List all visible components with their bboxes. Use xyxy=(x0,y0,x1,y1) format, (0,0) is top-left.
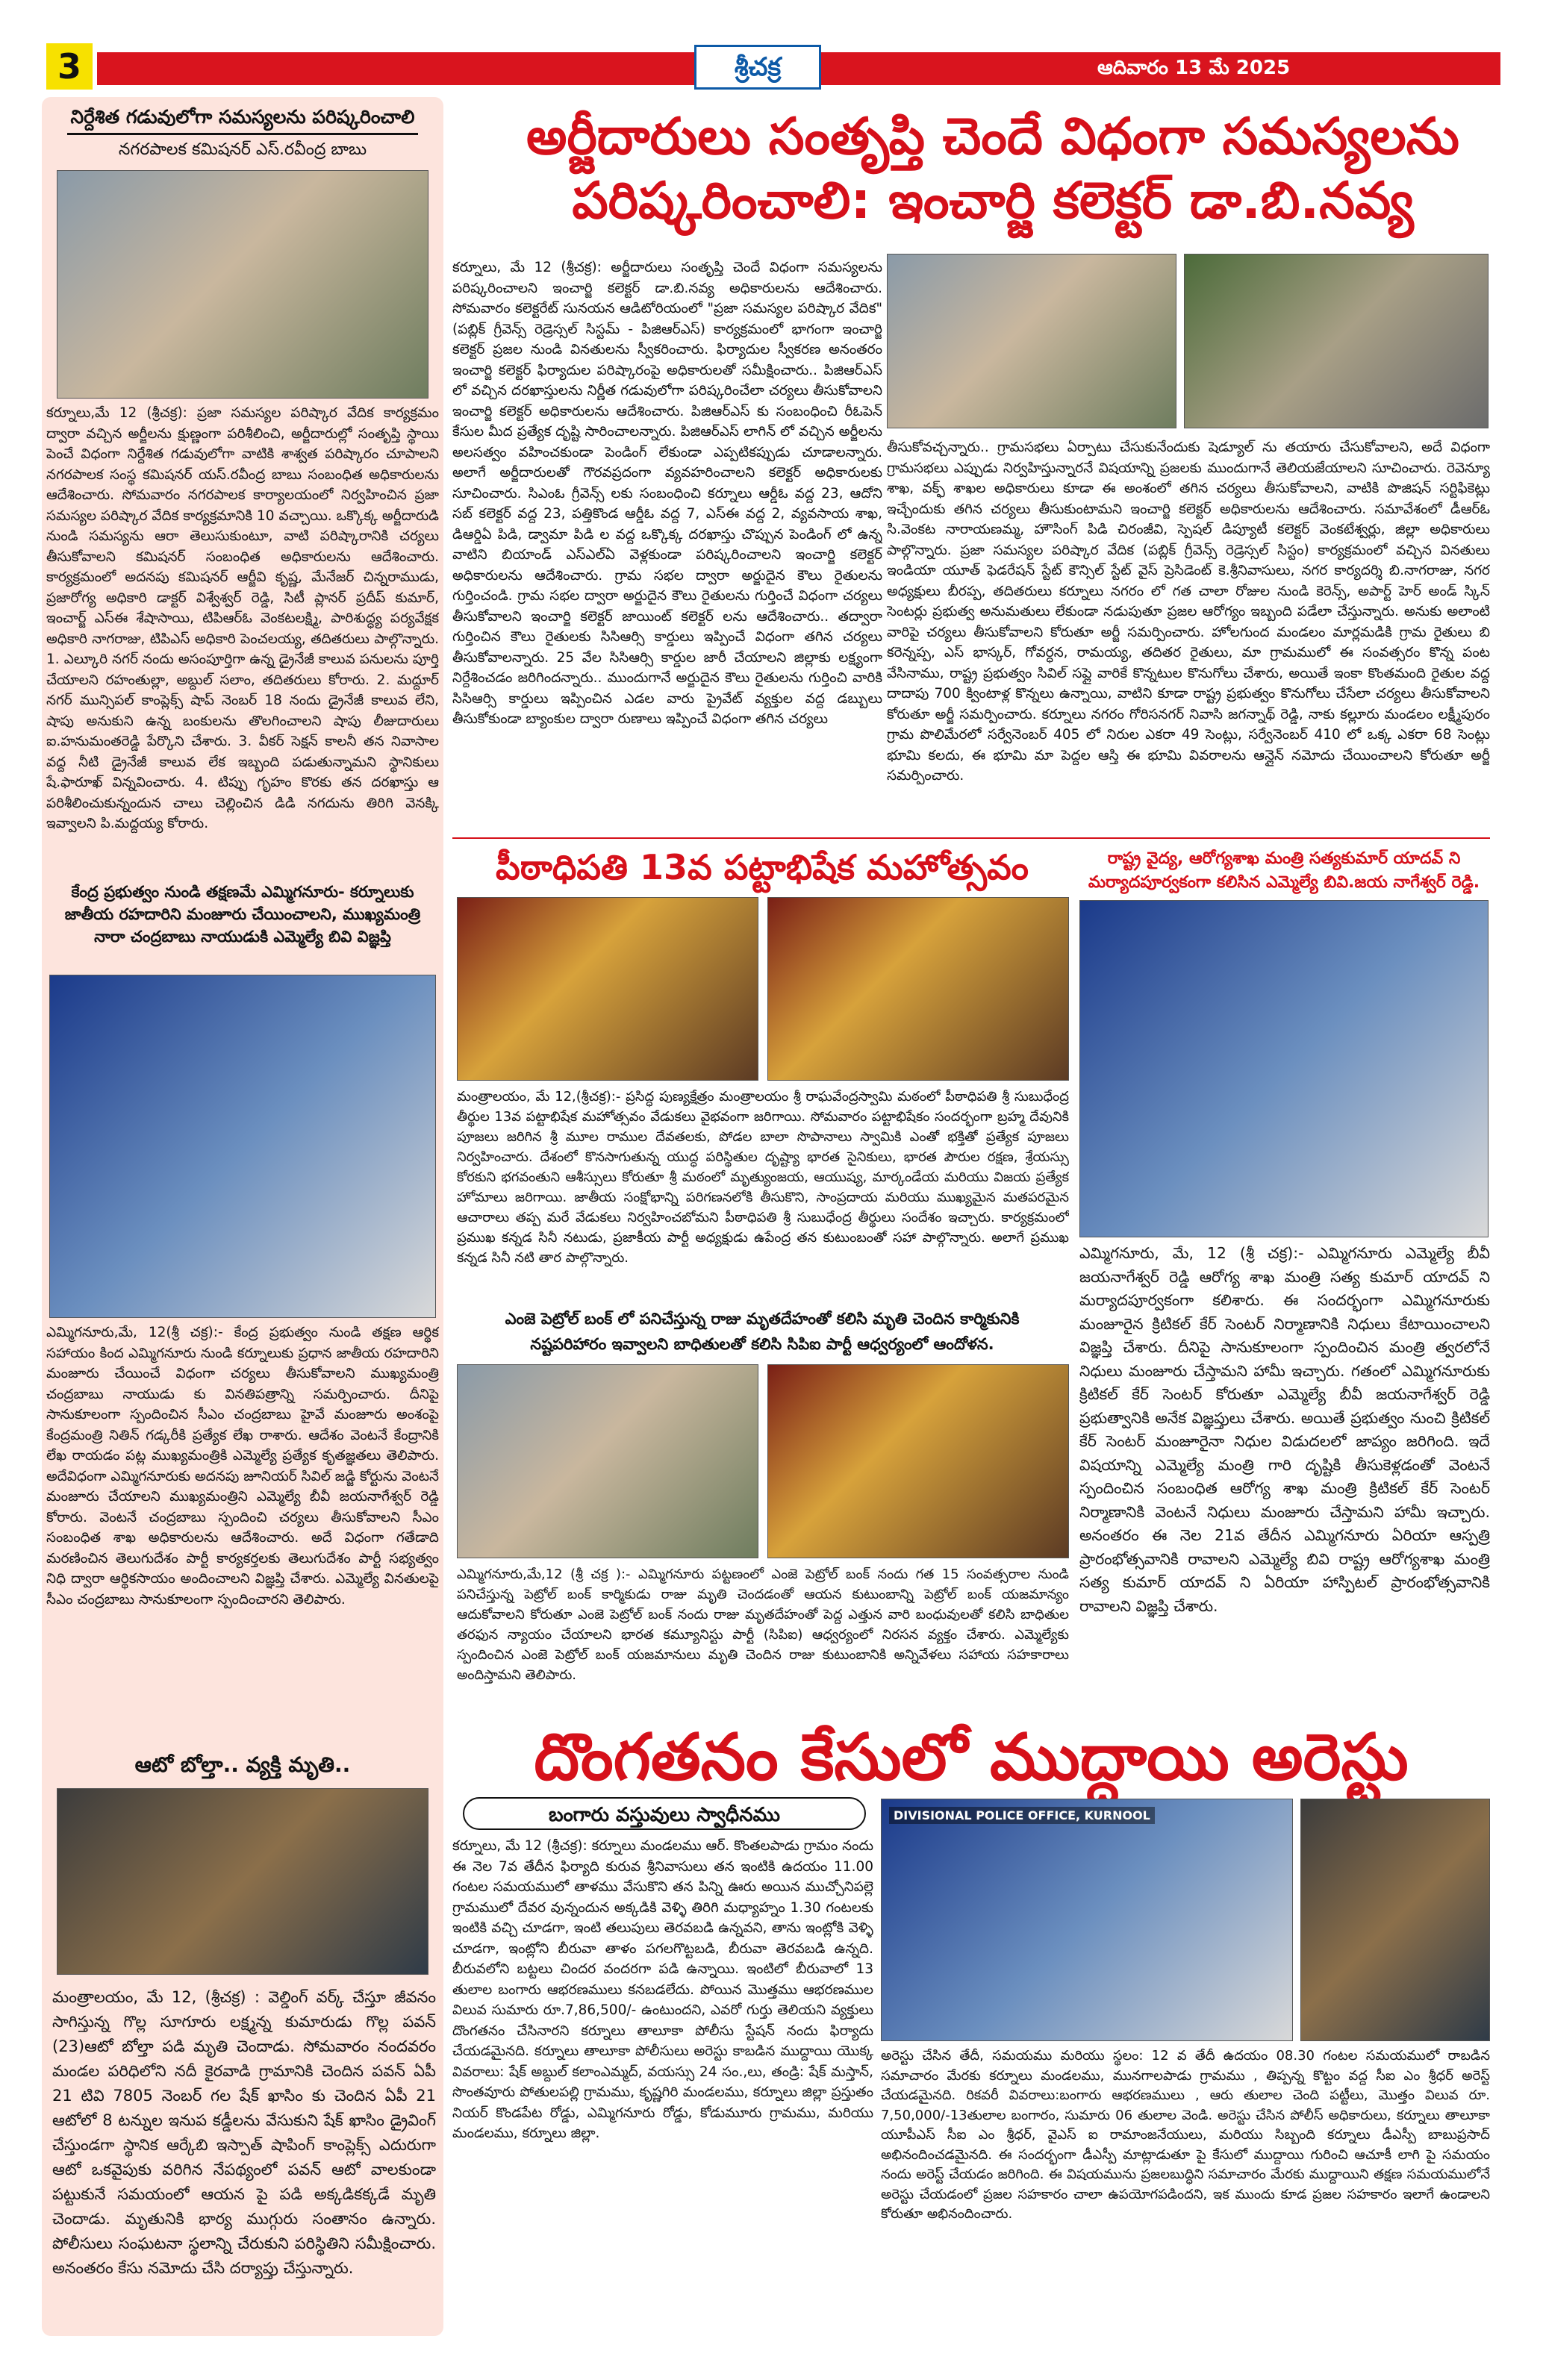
lead-body-wide: తీసుకోవచ్చన్నారు.. గ్రామసభలు ఏర్పాటు చేసుకునేందుకు షెడ్యూల్ ను తయారు చేసుకోవాలని, అదే విధంగా గ్రామసభలు ఎప్పుడు నిర్వహిస్తున్నారనే విషయాన్ని ప్రజలకు ముందుగానే తెలియజేయాలని సూచించారు. రెవెన్యూ శాఖ, వక్ఫ్ శాఖల అధికారులు కూడా ఈ అంశంలో తగిన చర్యలు తీసుకోవాలని, వాటికి పొజిషన్ సర్టిఫికెట్లు ఇచ్చేందుకు తగిన చర్యలు తీసుకుంటామని ఇంచార్జి కలెక్టర్ అధికారులను ఆదేశించారు. సమావేశంలో డీఆర్ఓ సి.వెంకట నారాయణమ్మ, హౌసింగ్ పిడి చిరంజీవి, స్పెషల్ డిప్యూటీ కలెక్టర్ వెంకటేశ్వర్లు, జిల్లా అధికారులు పాల్గొన్నారు. ప్రజా సమస్యల పరిష్కార వేదిక (పబ్లిక్ గ్రీవెన్స్ రెడ్రెస్సల్ సిస్టం) కార్యక్రమంలో వచ్చిన వినతులు ఇండియా యూత్ ఫెడరేషన్ స్టేట్ కౌన్సిల్ స్టేట్ వైస్ ప్రెసిడెంట్ కె.శ్రీనివాసులు, నగర కార్యదర్శి బి.నాగరాజు, నగర అధ్యక్షులు బీరప్ప, తదితరులు కర్నూలు నగరం లో గత చాలా రోజుల నుండి కెరెన్స్, అపార్ట్ హెర్ అండ్ స్కిన్ సెంటర్లు ప్రభుత్వ అనుమతులు లేకుండా నడుపుతూ ప్రజల ఆరోగ్యం ఇబ్బంది పడేలా చేస్తున్నారు. అనుకు అలాంటి వారిపై చర్యలు తీసుకోవాలని కోరుతూ అర్జీ సమర్పించారు. హోలగుంద మండలం మార్లమడికి గ్రామ రైతులు బి కరెన్నప్ప, ఎస్ భాస్కర్, గోవర్ధన, రామయ్య, తదితర రైతులు, మా గ్రామములో ఈ సంవత్సరం కొన్న పంట వేసినాము, రాష్ట్ర ప్రభుత్వం సివిల్ సప్లై వారికే కొన్నటుల కొనుగోలు చేశారు, అయితే ఇంకా కొంతమంది రైతుల వద్ద దాదాపు 700 క్వింటాళ్ల కొన్నలు ఉన్నాయి, వాటిని కూడా రాష్ట్ర ప్రభుత్వం కొనుగోలు చేసేలా చర్యలు తీసుకోవాలని కోరుతూ అర్జీ సమర్పించారు. కర్నూలు నగరం గోరిసనగర్ నివాసి జగన్నాథ్ రెడ్డి, నాకు కల్లూరు మండలం లక్ష్మీపురం గ్రామ పొలిమేరలో సర్వేనెంబర్ 405 లో నిరుల ఎకరా 49 సెంట్లు, సర్వేనెంబర్ 410 లో ఒక్క ఎకరా 68 సెంట్లు భూమి కలదు, ఈ భూమి మా పెద్దల ఆస్తి ఈ భూమి వివరాలను ఆన్లైన్ నమోదు చేయించాలని కోరుతూ అర్జీ సమర్పించారు. xyxy=(887,440,1490,784)
police-arrest-photo xyxy=(881,1799,1293,2041)
lead-headline-line1: అర్జీదారులు సంతృప్తి చెందే విధంగా సమస్యలను xyxy=(526,107,1459,166)
peetham-title: పీఠాధిపతి 13వ పట్టాభిషేక మహోత్సవం xyxy=(496,847,1029,887)
minister-title-line2: మర్యాదపూర్వకంగా కలిసిన ఎమ్మెల్యే బివి.జయ నాగేశ్వర్ రెడ్డి. xyxy=(1088,873,1480,892)
commissioner-photo xyxy=(57,170,428,399)
petrol-body: ఎమ్మిగనూరు,మే,12 (శ్రీ చక్ర ):- ఎమ్మిగనూరు పట్టణంలో ఎంజె పెట్రోల్ బంక్ నందు గత 15 సంవత్సరాల నుండి పనిచేస్తున్న పెట్రోల్ బంక్ కార్మికుడు రాజు మృతి చెందడంతో ఆయన కుటుంబాన్ని పెట్రోల్ బంక్ యజమాన్యం ఆదుకోవాలని కోరుతూ ఎంజె పెట్రోల్ బంక్ నందు రాజు మృతదేహంతో పెద్ద ఎత్తున వారి బంధువులతో కలిసి బాధితుల తరఫున న్యాయం చేయాలని భారత కమ్యూనిస్టు పార్టీ (సిపిఐ) ఆధ్వర్యంలో నిరసన వ్యక్తం చేశారు. ఎమ్మెల్యేకు స్పందించిన ఎంజె పెట్రోల్ బంక్ యజమానులు మృతి చెందిన రాజు కుటుంబానికి అన్నివేళలు సహాయ సహకారాలు అందిస్తామని తెలిపారు. xyxy=(457,1567,1069,1683)
story1-underline xyxy=(67,133,418,135)
mla-with-cm-photo xyxy=(49,975,436,1318)
story1-subtitle: నగరపాలక కమిషనర్ ఎస్.రవీంద్ర బాబు xyxy=(118,140,367,159)
story2-body: ఎమ్మిగనూరు,మే, 12(శ్రీ చక్ర):- కేంద్ర ప్రభుత్వం నుండి తక్షణ ఆర్థిక సహాయం కింద ఎమ్మిగనూరు నుండి కర్నూలుకు ప్రధాన జాతీయ రహదారిని మంజూరు చేయించే విధంగా చర్యలు తీసుకోవాలని ముఖ్యమంత్రి చంద్రబాబు నాయుడు కు వినతిపత్రాన్ని సమర్పించారు. దీనిపై సానుకూలంగా స్పందించిన సీఎం చంద్రబాబు హైవే మంజూరు అంశంపై కేంద్రమంత్రి నితిన్ గడ్కరీకి ప్రత్యేక లేఖ రాశారు. ఆదేశం వెంటనే కేంద్రానికి లేఖ రాయడం పట్ల ముఖ్యమంత్రికి ఎమ్మెల్యే ప్రత్యేక కృతజ్ఞతలు తెలిపారు. అదేవిధంగా ఎమ్మిగనూరుకు అదనపు జూనియర్ సివిల్ జడ్జి కోర్టును వెంటనే మంజూరు చేయాలని ముఖ్యమంత్రిని ఎమ్మెల్యే బీవీ జయనాగేశ్వర్ రెడ్డి కోరారు. వెంటనే చంద్రబాబు స్పందించి చర్యలు తీసుకోవాలని సీఎం సంబంధిత శాఖ అధికారులను ఆదేశించారు. అదే విధంగా గతేడాది మరణించిన తెలుగుదేశం పార్టీ కార్యకర్తలకు తెలుగుదేశం పార్టీ సభ్యత్వం నిధి ద్వారా ఆర్థికసాయం అందించాలని విజ్ఞప్తి చేశారు. ఎమ్మెల్యే వినతులపై సీఎం చంద్రబాబు సానుకూలంగా స్పందించారని తెలిపారు. xyxy=(46,1325,439,1608)
auto-accident-photo xyxy=(57,1788,428,1975)
minister-body: ఎమ్మిగనూరు, మే, 12 (శ్రీ చక్ర):- ఎమ్మిగనూరు ఎమ్మెల్యే బీవీ జయనాగేశ్వర్ రెడ్డి ఆరోగ్య శాఖ మంత్రి సత్య కుమార్ యాదవ్ ని మర్యాదపూర్వకంగా కలిశారు. ఈ సందర్భంగా ఎమ్మిగనూరుకు మంజూరైన క్రిటికల్ కేర్ సెంటర్ నిర్మాణానికి నిధులు కేటాయించాలని విజ్ఞప్తి చేశారు. దీనిపై సానుకూలంగా స్పందించిన మంత్రి త్వరలోనే నిధులు మంజూరు చేస్తామని హామీ ఇచ్చారు. గతంలో ఎమ్మిగనూరుకు క్రిటికల్ కేర్ సెంటర్ కోరుతూ ఎమ్మెల్యే బీవీ జయనాగేశ్వర్ రెడ్డి ప్రభుత్వానికి అనేక విజ్ఞప్తులు చేశారు. అయితే ప్రభుత్వం నుంచి క్రిటికల్ కేర్ సెంటర్ మంజూరైనా నిధుల విడుదలలో జాప్యం జరిగింది. ఇదే విషయాన్ని ఎమ్మెల్యే మంత్రి గారి దృష్టికి తీసుకెళ్లడంతో వెంటనే స్పందించిన సంబంధిత ఆరోగ్య శాఖ మంత్రి క్రిటికల్ కేర్ సెంటర్ నిర్మాణానికి వెంటనే నిధులు మంజూరు చేస్తామని హామీ ఇచ్చారు. అనంతరం ఈ నెల 21వ తేదీన ఎమ్మిగనూరు ఏరియా ఆస్పత్రి ప్రారంభోత్సవానికి రావాలని ఎమ్మెల్యే బివి రాష్ట్ర ఆరోగ్యశాఖ మంత్రి సత్య కుమార్ యాదవ్ ని ఏరియా హాస్పిటల్ ప్రారంభోత్సవానికి రావాలని విజ్ఞప్తి చేశారు. xyxy=(1079,1244,1490,1615)
grievance-meeting-photo-2 xyxy=(1184,254,1489,428)
petrol-title-line2: నష్టపరిహారం ఇవ్వాలని బాధితులతో కలిసి సిపిఐ పార్టీ ఆధ్వర్యంలో ఆందోళన. xyxy=(530,1335,994,1353)
theft-headline: దొంగతనం కేసులో ముద్దాయి అరెస్టు xyxy=(534,1720,1409,1795)
protest-photo-1 xyxy=(457,1364,758,1558)
lead-headline-line2: పరిష్కరించాలి: ఇంచార్జి కలెక్టర్ డా.బి.నవ్య xyxy=(572,172,1414,231)
lead-body-column: కర్నూలు, మే 12 (శ్రీచక్ర): అర్జీదారులు సంతృప్తి చెందే విధంగా సమస్యలను పరిష్కరించాలని ఇంచార్జి కలెక్టర్ డా.బి.నవ్య అధికారులను ఆదేశించారు. సోమవారం కలెక్టరేట్ సునయన ఆడిటోరియంలో "ప్రజా సమస్యల పరిష్కార వేదిక" (పబ్లిక్ గ్రీవెన్స్ రెడ్రెస్సల్ సిస్టమ్ - పిజిఆర్ఎస్) కార్యక్రమంలో భాగంగా ఇంచార్జి కలెక్టర్ ప్రజల నుండి వినతులను స్వీకరించారు. ఫిర్యాదుల స్వీకరణ అనంతరం ఇంచార్జి కలెక్టర్ ఫిర్యాదుల పరిష్కారంపై అధికారులతో సమీక్షించారు.. పిజిఆర్ఎస్ లో వచ్చిన దరఖాస్తులను నిర్ణీత గడువులోగా పరిష్కరించేలా చర్యలు తీసుకోవాలని ఇంచార్జి కలెక్టర్ అధికారులను ఆదేశించారు. పిజిఆర్ఎస్ కు సంబంధించి రీఓపెన్ కేసుల మీద ప్రత్యేక దృష్టి సారించాలన్నారు. పిజిఆర్ఎస్ లాగిన్ లో వచ్చిన అర్జీలను అలసత్వం వహించకుండా పెండింగ్ లేకుండా ఎప్పటికప్పుడు చూడాలన్నారు. అలాగే అర్జీదారులతో గౌరవప్రదంగా వ్యవహరించాలని కలెక్టర్ అధికారులకు సూచించారు. సిఎంఓ గ్రీవెన్స్ లకు సంబంధించి కర్నూలు ఆర్డీఓ వద్ద 23, ఆదోని సబ్ కలెక్టర్ వద్ద 23, పత్తికొండ ఆర్డీఓ వద్ద 7, ఎస్ఈ వద్ద 2, వ్యవసాయ శాఖ, డిఆర్డిఏ పిడి, డ్వామా పిడి ల వద్ద ఒక్కొక్క దరఖాస్తు చొప్పున పెండింగ్ లో ఉన్న వాటిని బియాండ్ ఎస్ఎల్ఏ వెళ్లకుండా పరిష్కరించాలని ఇంచార్జి కలెక్టర్ అధికారులను ఆదేశించారు. గ్రామ సభల ద్వారా అర్జుదైన కౌలు రైతులను గుర్తించండి. గ్రామ సభల ద్వారా అర్జుదైన కౌలు రైతులను గుర్తించే విధంగా చర్యలు తీసుకోవాలని ఇంచార్జి కలెక్టర్ జాయింట్ కలెక్టర్ లను ఆదేశించారు.. తద్వారా గుర్తించిన కౌలు రైతులకు సిసిఆర్సి కార్డులు ఇప్పించే విధంగా తగిన చర్యలు తీసుకోవాలన్నారు. 25 వేల సిసిఆర్సి కార్డుల జారీ చేయాలని జిల్లాకు లక్ష్యంగా నిర్దేశించడం జరిగిందన్నారు.. ముందుగానే అర్జుదైన కౌలు రైతులను గుర్తించి వారికి సిసిఆర్సి కార్డులు ఇప్పించిన ఎడల వారు ప్రైవేట్ వ్యక్తుల వద్ద డబ్బులు తీసుకోకుండా బ్యాంకుల ద్వారా రుణాలు ఇప్పించే విధంగా తగిన చర్యలు xyxy=(452,260,882,727)
grievance-meeting-photo-1 xyxy=(887,254,1176,428)
story1-body: కర్నూలు,మే 12 (శ్రీచక్ర): ప్రజా సమస్యల పరిష్కార వేదిక కార్యక్రమం ద్వారా వచ్చిన అర్జీలను క్షుణ్ణంగా పరిశీలించి, అర్జీదారుల్లో సంతృప్తి స్థాయి పెంచే విధంగా నిర్దేశిత గడువులోగా వాటికి శాశ్వత పరిష్కారం చూపాలని నగరపాలక సంస్థ కమిషనర్ యస్.రవీంద్ర బాబు సంబంధిత అధికారులను ఆదేశించారు. సోమవారం నగరపాలక కార్యాలయంలో నిర్వహించిన ప్రజా సమస్యల పరిష్కార వేదిక కార్యక్రమానికి 10 వచ్చాయి. ఒక్కొక్క అర్జీదారుడి నుండి సమస్యను ఆరా తెలుసుకుంటూ, వాటి పరిష్కారానికి చర్యలు తీసుకోవాలని కమిషనర్ సంబంధిత అధికారులను ఆదేశించారు. కార్యక్రమంలో అదనపు కమిషనర్ ఆర్జీవి కృష్ణ, మేనేజర్ చిన్నరాముడు, ప్రజారోగ్య అధికారి డాక్టర్ విశ్వేశ్వర్ రెడ్డి, సిటీ ప్లానర్ ప్రదీప్ కుమార్, ఇంచార్జ్ ఎస్ఈ శేషాసాయి, టిపిఆర్ఓ వెంకటలక్ష్మి, పారిశుద్ధ్య పర్యవేక్షక అధికారి నాగరాజు, టిపిఎస్ అధికారి పెంచలయ్య, తదితరులు పాల్గొన్నారు. 1. ఎల్కూరి నగర్ నందు అసంపూర్తిగా ఉన్న డ్రైనేజీ కాలువ పనులను పూర్తి చేయాలని రహంతుల్లా, అబ్దుల్ సలాం, తదితరులు కోరారు. 2. మద్దూర్ నగర్ మున్సిపల్ కాంప్లెక్స్ షాప్ నెంబర్ 18 నందు డ్రైనేజీ కాలువ లేని, షాపు అనుకుని ఉన్న బంకులను తొలగించాలని షాపు లీజుదారులు ఐ.హనుమంతరెడ్డి పేర్కొని చేశారు. 3. వీకర్ సెక్షన్ కాలనీ తన నివాసాల వద్ద నీటి డ్రైనేజీ కాలువ లేక ఇబ్బంది పడుతున్నామని స్థానికులు షే.ఫారూఖ్ విన్నవించారు. 4. టిప్పు గృహం కొరకు తన దరఖాస్తు ఆ పరిశీలించుకున్నందున చాలు చెల్లించిన డిడి నగదును తిరిగి వెనక్కి ఇవ్వాలని పి.మద్దయ్య కోరారు. xyxy=(46,405,439,831)
story3-title: ఆటో బోల్తా.. వ్యక్తి మృతి.. xyxy=(134,1752,351,1777)
issue-date: ఆదివారం 13 మే 2025 xyxy=(1097,57,1291,79)
pattabhishekam-photo-1 xyxy=(457,897,758,1081)
peetham-body: మంత్రాలయం, మే 12,(శ్రీచక్ర):- ప్రసిద్ధ పుణ్యక్షేత్రం మంత్రాలయం శ్రీ రాఘవేంద్రస్వామి మఠంలో పీఠాధిపతి శ్రీ సుబుధేంద్ర తీర్థుల 13వ పట్టాభిషేక మహోత్సవం వేడుకలు వైభవంగా జరిగాయి. సోమవారం పట్టాభిషేకం సందర్భంగా బ్రహ్మ దేవునికి పూజలు జరిగిన శ్రీ మూల రాముల దేవతలకు, పోడల బాలా సొపానాలు స్వామికి ఎంతో భక్తితో ప్రత్యేక పూజలు నిర్వహించారు. దేశంలో కొనసాగుతున్న యుద్ధ పరిస్థితుల దృష్ట్యా భారత సైనికులు, భారత పౌరుల రక్షణ, శ్రేయస్సు కోరకుని భగవంతుని ఆశీస్సులు కోరుతూ శ్రీ మఠంలో మృత్యుంజయ, ఆయుష్య, మార్కండేయ మరియు విజయ ప్రత్యేక హోమాలు జరిగాయి. జాతీయ సంక్షోభాన్ని పరిగణనలోకి తీసుకొని, సాంప్రదాయ మరియు ముఖ్యమైన మతపరమైన ఆచారాలు తప్ప మరే వేడుకలు నిర్వహించబోమని పీఠాధిపతి శ్రీ సుబుధేంద్ర తీర్థులు సందేశం ఇచ్చారు. కార్యక్రమంలో ప్రముఖ కన్నడ సినీ నటుడు, ప్రజాకీయ పార్టీ అధ్యక్షుడు ఉపేంద్ర తన కుటుంబంతో సహా పాల్గొన్నారు. అలాగే ప్రముఖ కన్నడ సినీ నటి తార పాల్గొన్నారు. xyxy=(457,1089,1069,1266)
pattabhishekam-photo-2 xyxy=(767,897,1069,1081)
theft-body-right: అరెస్టు చేసిన తేదీ, సమయము మరియు స్థలం: 12 వ తేదీ ఉదయం 08.30 గంటల సమయములో రాబడిన సమాచారం మేరకు కర్నూలు మండలము, మునగాలపాడు గ్రామము , తిప్పన్న కొట్టం వద్ద సీఐ ఎం శ్రీధర్ అరెస్ట్ చేయడమైనది. రికవరీ వివరాలు:బంగారు ఆభరణములు , ఆరు తులాల చెంది పట్టీలు, మొత్తం విలువ రూ. 7,50,000/-13తులాల బంగారం, సుమారు 06 తులాల వెండి. అరెస్టు చేసిన పోలీస్ అధికారులు, కర్నూలు తాలూకా యూపీఎస్ సీఐ ఎం శ్రీధర్, వైఎస్ ఐ రామాంజనేయులు, మరియు సిబ్బంది కర్నూలు డీఎస్పీ బాబుప్రసాద్ అభినందించడమైనది. ఈ సందర్భంగా డీఎస్పీ మాట్లాడుతూ పై కేసులో ముద్దాయి గురించి ఆచూకీ లాగి పై సమయం నందు అరెస్ట్ చేయడం జరిగింది. ఈ విషయమును ప్రజలబుద్ధిని సమాచారం మేరకు ముద్దాయిని తక్షణ సమయములోనే అరెస్టు చేయడంలో ప్రజల సహకారం చాలా ఉపయోగపడిందని, ఇక ముందు కూడ ప్రజల సహకారం ఇలాగే ఉండాలని కోరుతూ అభినందించారు. xyxy=(881,2048,1490,2222)
newspaper-logo: శ్రీచక్ర xyxy=(694,45,821,90)
story1-title: నిర్దేశిత గడువులోగా సమస్యలను పరిష్కరించాలి xyxy=(70,106,415,128)
petrol-title-line1: ఎంజె పెట్రోల్ బంక్ లో పనిచేస్తున్న రాజు మృతదేహంతో కలిసి మృతి చెందిన కార్మికునికి xyxy=(505,1310,1020,1328)
story3-body: మంత్రాలయం, మే 12, (శ్రీచక్ర) : వెల్డింగ్ వర్క్ చేస్తూ జీవనం సాగిస్తున్న గొల్ల సూగూరు లక్ష్మన్న కుమారుడు గొల్ల పవన్ (23)ఆటో బోల్తా పడి మృతి చెందాడు. సోమవారం నందవరం మండల పరిధిలోని నదీ కైరవాడి గ్రామానికి చెందిన పవన్ ఏపీ 21 టివి 7805 నెంబర్ గల షేక్ ఖాసిం కు చెందిన ఏపీ 21 ఆటోలో 8 టన్నుల ఇనుప కడ్డీలను వేసుకుని షేక్ ఖాసిం డ్రైవింగ్ చేస్తుండగా స్థానిక ఆర్కేబి ఇస్పాత్ షాపింగ్ కాంప్లెక్స్ ఎదురుగా ఆటో ఒకవైపుకు వరిగిన నేపథ్యంలో పవన్ ఆటో వాలకుండా పట్టుకునే సమయంలో ఆయన పై పడి అక్కడికక్కడే మృతి చెందాడు. మృతునికి భార్య ముగ్గురు సంతానం ఉన్నారు. పోలీసులు సంఘటనా స్థలాన్ని చేరుకుని పరిస్థితిని సమీక్షించారు. అనంతరం కేసు నమోదు చేసి దర్యాప్తు చేస్తున్నారు. xyxy=(52,1988,436,2277)
lead-divider xyxy=(452,837,1490,839)
theft-subtitle: బంగారు వస్తువులు స్వాధీనము xyxy=(463,1797,866,1830)
theft-body-left: కర్నూలు, మే 12 (శ్రీచక్ర): కర్నూలు మండలము ఆర్. కొంతలపాడు గ్రామం నందు ఈ నెల 7వ తేదీన ఫిర్యాది కురువ శ్రీనివాసులు తన ఇంటికి ఉదయం 11.00 గంటల సమయములో తాళము వేసుకొని తన పిన్ని ఊరు అయిన ముచ్చోనిపల్లె గ్రామములో దేవర వున్నందున అక్కడికి వెళ్ళి తిరిగి మధ్యాహ్నం 1.30 గంటలకు ఇంటికి వచ్చి చూడగా, ఇంటి తలుపులు తెరవబడి ఉన్నవని, తాను ఇంట్లోకి వెళ్ళి చూడగా, ఇంట్లోని బీరువా తాళం పగలగొట్టబడి, బీరువా తెరవబడి ఉన్నది. బీరువలోని బట్టలు చిందర వందరగా పడి ఉన్నాయి. ఇంటిలో బీరువాలో 13 తులాల బంగారు ఆభరణములు కనబడలేదు. పోయిన మొత్తము ఆభరణముల విలువ సుమారు రూ.7,86,500/- ఉంటుందని, ఎవరో గుర్తు తెలియని వ్యక్తులు దొంగతనం చేసినారని కర్నూలు తాలూకా పోలీసు స్టేషన్ నందు ఫిర్యాదు చేయడమైనది. కర్నూలు తాలూకా పోలీసులు అరెస్టు కాబడిన ముద్దాయి యొక్క వివరాలు: షేక్ అబ్దుల్ కలాంఎమ్మద్, వయస్సు 24 సం.,లు, తండ్రి: షేక్ మస్తాన్, సొంతవూరు పోతులపల్లి గ్రామము, కృష్ణగిరి మండలము, కర్నూలు జిల్లా ప్రస్తుతం నియర్ కొండపేట రోడ్డు, ఎమ్మిగనూరు రోడ్డు, కోడుమూరు గ్రామము, మరియు మండలము, కర్నూలు జిల్లా. xyxy=(452,1838,873,2141)
story2-title: కేంద్ర ప్రభుత్వం నుండి తక్షణమే ఎమ్మిగనూరు- కర్నూలుకు జాతీయ రహదారిని మంజూరు చేయించాలని, ముఖ్యమంత్రి నారా చంద్రబాబు నాయుడుకి ఎమ్మెల్యే బివి విజ్ఞప్తి xyxy=(64,883,421,946)
masthead xyxy=(0,0,1543,90)
police-office-sign: DIVISIONAL POLICE OFFICE, KURNOOL xyxy=(889,1807,1155,1824)
minister-title-line1: రాష్ట్ర వైద్య, ఆరోగ్యశాఖ మంత్రి సత్యకుమార్ యాదవ్ ని xyxy=(1107,849,1461,868)
recovered-jewellery-photo xyxy=(1300,1799,1490,2041)
mla-with-minister-photo xyxy=(1079,900,1489,1237)
page-number: 3 xyxy=(46,43,93,90)
protest-photo-2 xyxy=(767,1364,1069,1558)
